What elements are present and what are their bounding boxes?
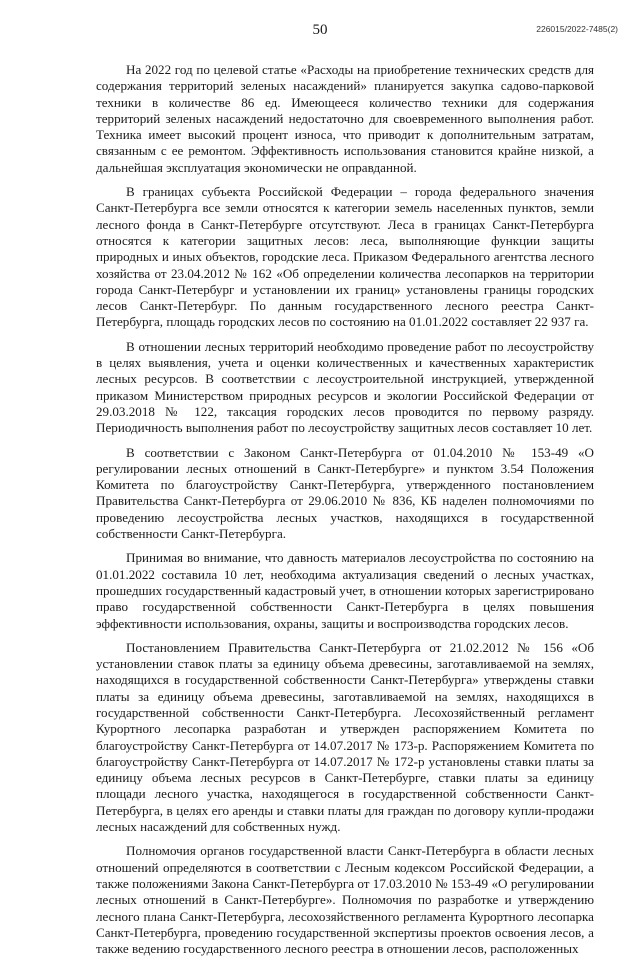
document-body <box>96 62 594 957</box>
paragraph-forest-lands: В границах субъекта Российской Федерации – города федерального значения Санкт-Петербурга все земли относятся к категории земель населенных пунктов, земли лесного фонда в Санкт-Петербурге отсутствуют. Леса в границах Санкт-Петербурга относятся к категории защитных лесов: леса, выполняющие функции защиты природных и иных объектов, городские леса. Приказом Федерального агентства лесного хозяйства от 23.04.2012 № 162 «Об определении количества лесопарков на территории города Санкт-Петербург и установлении их границ» установлены границы городских лесов Санкт-Петербург. По данным государственного лесного реестра Санкт-Петербурга, площадь городских лесов по состоянию на 01.01.2022 составляет 22 937 га. <box>96 184 594 330</box>
paragraph-payment-rates: Постановлением Правительства Санкт-Петербурга от 21.02.2012 № 156 «Об установлении ставок платы за единицу объема древесины, заготавливаемой на землях, находящихся в государственной собственности Санкт-Петербурга» утверждены ставки платы за единицу объема древесины, заготавливаемой на землях, находящихся в государственной собственности Санкт-Петербурга. Лесохозяйственный регламент Курортного лесопарка разработан и утвержден распоряжением Комитета по благоустройству Санкт-Петербурга от 14.07.2017 № 173-р. Распоряжением Комитета по благоустройству Санкт-Петербурга от 14.07.2017 № 172-р установлены ставки платы за единицу объема лесных ресурсов в Санкт-Петербурге, ставки платы за единицу площади лесного участка, находящегося в государственной собственности Санкт-Петербурга, в целях его аренды и ставки платы для граждан по договору купли-продажи лесных насаждений для собственных нужд. <box>96 639 594 835</box>
paragraph-data-update: Принимая во внимание, что давность материалов лесоустройства по состоянию на 01.01.2022 составила 10 лет, необходима актуализация сведений о лесных участках, прошедших государственный кадастровый учет, в отношении которых зарегистрировано право государственной собственности Санкт-Петербурга в целях повышения эффективности использования, охраны, защиты и воспроизводства городских лесов. <box>96 550 594 631</box>
page-number: 50 <box>312 22 328 38</box>
paragraph-equipment-purchase: На 2022 год по целевой статье «Расходы на приобретение технических средств для содержания территорий зеленых насаждений» планируется закупка садово-парковой техники в количестве 86 ед. Имеющееся количество техники для содержания территорий зеленых насаждений недостаточно для своевременного выполнения работ. Техника имеет высокий процент износа, что приводит к дополнительным затратам, связанным с ее ремонтом. Эффективность использования становится крайне низкой, а дальнейшая эксплуатация экономически не оправданной. <box>96 62 594 175</box>
document-id: 226015/2022-7485(2) <box>536 24 618 34</box>
paragraph-authority-powers: Полномочия органов государственной власти Санкт-Петербурга в области лесных отношений определяются в соответствии с Лесным кодексом Российской Федерации, а также положениями Закона Санкт-Петербурга от 17.03.2010 № 153-49 «О регулировании лесных отношений в Санкт-Петербурге». Полномочия по разработке и утверждению лесного плана Санкт-Петербурга, лесохозяйственного регламента Курортного лесопарка Санкт-Петербурга, проведению государственной экспертизы проектов освоения лесов, а также ведению государственного лесного реестра в отношении лесов, расположенных <box>96 843 594 957</box>
paragraph-forest-management: В отношении лесных территорий необходимо проведение работ по лесоустройству в целях выявления, учета и оценки количественных и качественных характеристик лесных ресурсов. В соответствии с лесоустроительной инструкцией, утвержденной приказом Министерством природных ресурсов и экологии Российской Федерации от 29.03.2018 № 122, таксация городских лесов проводится по первому разряду. Периодичность выполнения работ по лесоустройству защитных лесов составляет 10 лет. <box>96 338 594 436</box>
paragraph-committee-powers: В соответствии с Законом Санкт-Петербурга от 01.04.2010 № 153-49 «О регулировании лесных отношений в Санкт-Петербурге» и пунктом 3.54 Положения Комитета по благоустройству Санкт-Петербурга, утвержденного постановлением Правительства Санкт-Петербурга от 29.06.2010 № 836, КБ наделен полномочиями по проведению лесоустройства лесных участков, находящихся в государственной собственности Санкт-Петербурга. <box>96 444 594 542</box>
